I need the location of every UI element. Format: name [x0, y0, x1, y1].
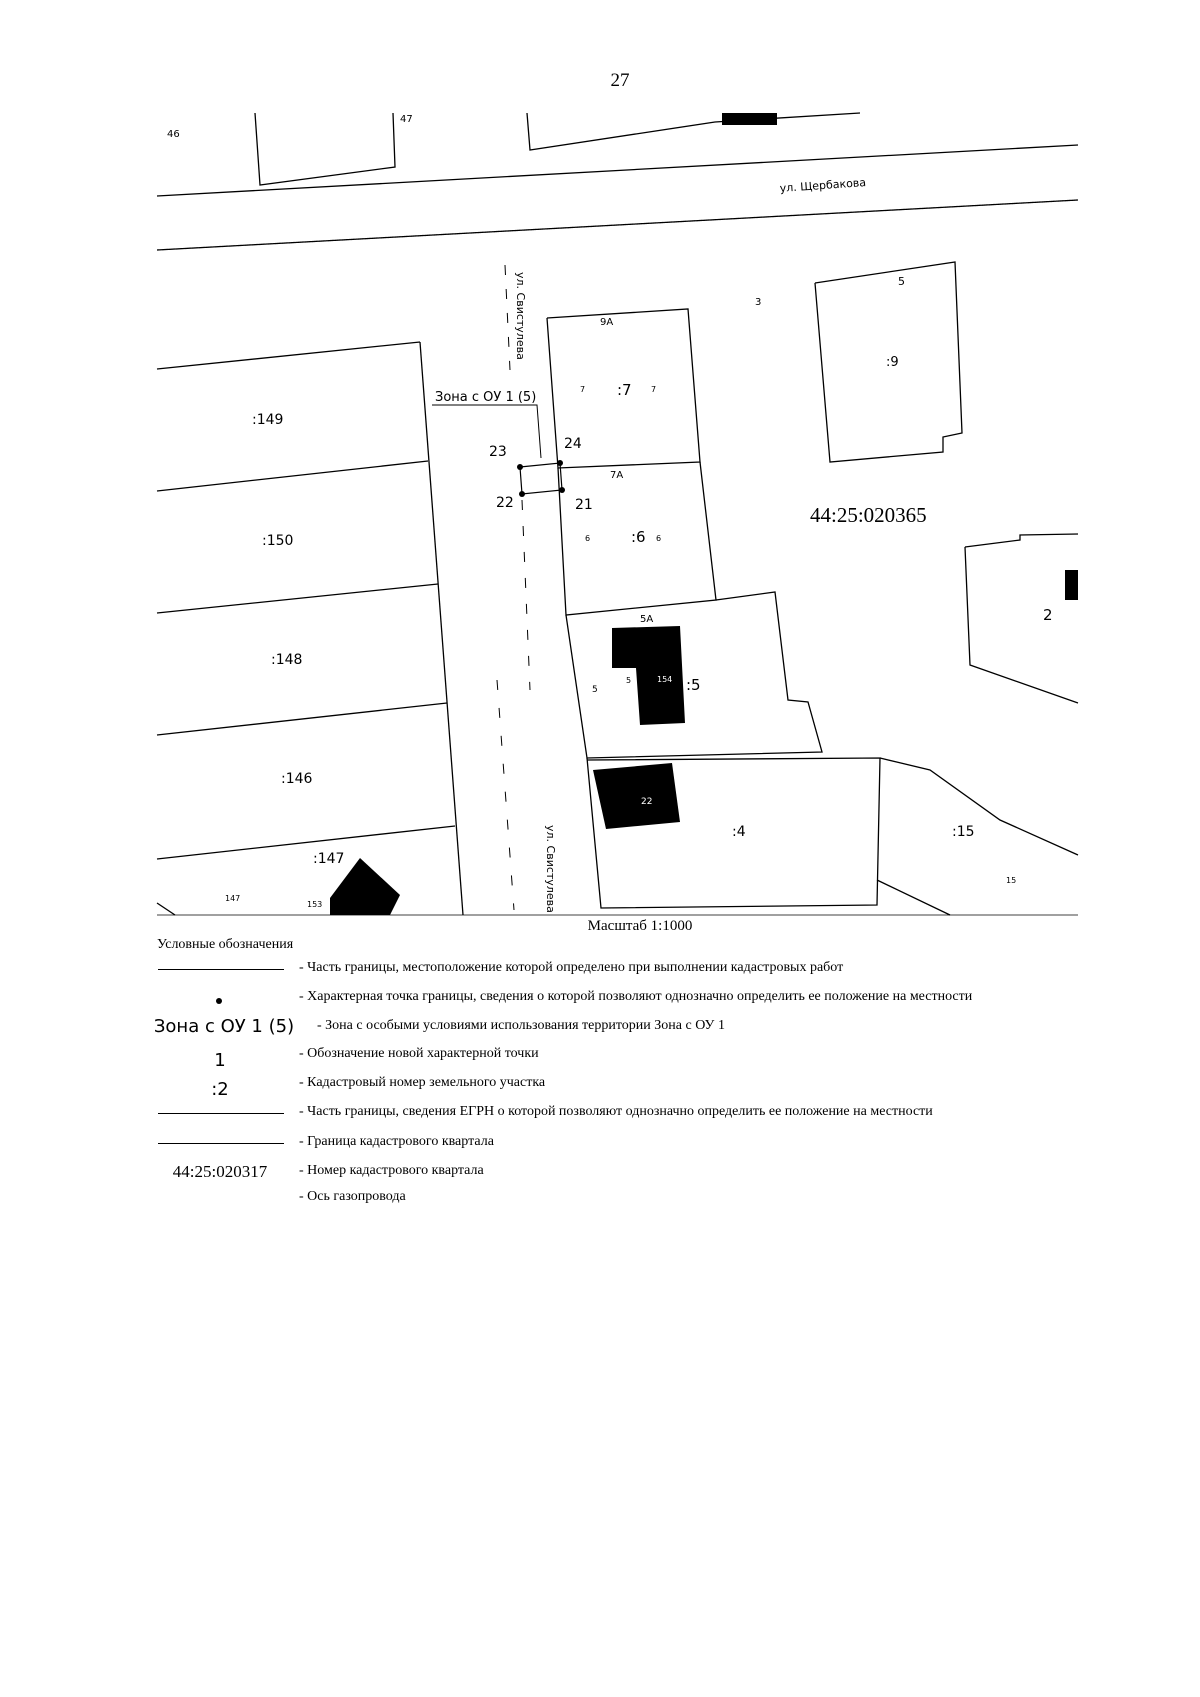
- legend-parcel-number-symbol: :2: [211, 1079, 229, 1100]
- legend-description: - Кадастровый номер земельного участка: [299, 1075, 546, 1090]
- parcel-boundary: [965, 534, 1078, 547]
- legend-item: [155, 986, 1155, 1010]
- gas-axis: [505, 265, 510, 370]
- parcel-label: :148: [271, 652, 303, 668]
- legend-item: [155, 1101, 1155, 1125]
- legend-description: - Обозначение новой характерной точки: [299, 1046, 539, 1061]
- house-number: 6: [656, 534, 662, 543]
- parcel-boundary: [157, 826, 455, 859]
- parcel-label: :146: [281, 771, 313, 787]
- parcel-label: :147: [313, 851, 345, 867]
- point-number: 22: [496, 495, 514, 511]
- characteristic-point: [557, 460, 563, 466]
- house-number: 46: [167, 129, 180, 140]
- house-number: 3: [755, 297, 762, 308]
- house-number: 5: [898, 275, 905, 288]
- quarter-number: 44:25:020365: [810, 503, 927, 527]
- parcel-boundary: [157, 903, 175, 915]
- zone-leader: [432, 405, 541, 458]
- parcel-boundary: [255, 113, 395, 185]
- legend-line-symbol: [158, 1143, 284, 1144]
- parcel-boundary: [527, 113, 860, 150]
- street-edge: [157, 145, 1078, 196]
- parcel-boundary: [877, 880, 950, 915]
- point-number: 23: [489, 444, 507, 460]
- scale-label: Масштаб 1:1000: [587, 918, 693, 934]
- legend-description: - Характерная точка границы, сведения о которой позволяют однозначно определить ее положение на местности: [299, 989, 973, 1004]
- house-number: 153: [307, 900, 323, 909]
- house-number: 147: [225, 894, 241, 903]
- parcel-label: :4: [732, 824, 746, 840]
- legend-title: Условные обозначения: [157, 937, 294, 952]
- parcel-boundary: [157, 461, 428, 491]
- legend-item: [155, 1072, 1155, 1100]
- zone-label: Зона с ОУ 1 (5): [435, 390, 537, 405]
- legend-new-point-symbol: 1: [214, 1050, 226, 1071]
- parcel-boundary: [880, 758, 1078, 855]
- gas-axis: [497, 680, 514, 910]
- house-number: 5А: [640, 614, 654, 625]
- parcel-label: :149: [252, 412, 284, 428]
- legend-description: - Часть границы, сведения ЕГРН о которой позволяют однозначно определить ее положение на местности: [299, 1104, 933, 1119]
- street-label: ул. Свистулева: [514, 272, 527, 360]
- legend-line-symbol: [158, 969, 284, 970]
- street-label: ул. Щербакова: [779, 175, 867, 195]
- street-label: ул. Свистулева: [544, 825, 557, 913]
- parcel-boundary: [965, 547, 1078, 703]
- characteristic-point: [517, 464, 523, 470]
- building: [722, 113, 777, 125]
- parcel-label: 2: [1043, 606, 1053, 624]
- parcel-label: :7: [617, 381, 632, 399]
- new-boundary: [520, 463, 562, 494]
- legend-quarter-number-symbol: 44:25:020317: [172, 1162, 268, 1181]
- legend-point-symbol: [216, 998, 222, 1004]
- parcel-label: :5: [686, 676, 701, 694]
- legend-item: [155, 1043, 1155, 1071]
- point-number: 21: [575, 497, 593, 513]
- house-number: 4: [597, 805, 603, 814]
- house-number: 5: [626, 676, 632, 685]
- house-number: 154: [657, 675, 673, 684]
- legend-description: - Номер кадастрового квартала: [299, 1163, 484, 1178]
- legend-item: [155, 957, 1155, 981]
- gas-axis: [522, 500, 530, 690]
- house-number: 22: [641, 797, 653, 807]
- legend-description: - Зона с особыми условиями использования территории Зона с ОУ 1: [317, 1018, 725, 1033]
- house-number: 7: [651, 385, 657, 394]
- building: [1065, 570, 1078, 600]
- legend-item: [155, 1015, 1155, 1039]
- legend-description: - Часть границы, местоположение которой определено при выполнении кадастровых работ: [299, 960, 844, 975]
- legend-zone-symbol: Зона с ОУ 1 (5): [153, 1016, 295, 1037]
- legend-gas-axis-symbol: [155, 1186, 285, 1210]
- legend-item: [155, 1131, 1155, 1155]
- parcel-label: :150: [262, 533, 294, 549]
- characteristic-point: [559, 487, 565, 493]
- house-number: 15: [1006, 876, 1017, 885]
- house-number: 5: [592, 685, 598, 695]
- parcel-boundary: [157, 584, 438, 613]
- house-number: 7А: [610, 470, 624, 481]
- house-number: 9А: [600, 317, 614, 328]
- legend-line-symbol: [158, 1113, 284, 1114]
- legend-description: - Граница кадастрового квартала: [299, 1134, 494, 1149]
- legend-item: [155, 1186, 1155, 1210]
- legend-description: - Ось газопровода: [299, 1189, 406, 1204]
- legend-item: [155, 1160, 1155, 1184]
- parcel-boundary: [157, 703, 447, 735]
- page-number: 27: [610, 70, 630, 91]
- building: [612, 626, 685, 725]
- characteristic-point: [519, 491, 525, 497]
- parcel-boundary: [157, 342, 420, 369]
- point-number: 24: [564, 436, 582, 452]
- house-number: 6: [585, 534, 591, 543]
- parcel-label: :6: [631, 528, 646, 546]
- house-number: 47: [400, 114, 413, 125]
- building: [593, 763, 680, 829]
- street-edge: [157, 200, 1078, 250]
- parcel-label: :15: [952, 824, 975, 840]
- house-number: 7: [580, 385, 586, 394]
- parcel-boundary: [566, 592, 822, 758]
- parcel-label: :9: [886, 355, 899, 370]
